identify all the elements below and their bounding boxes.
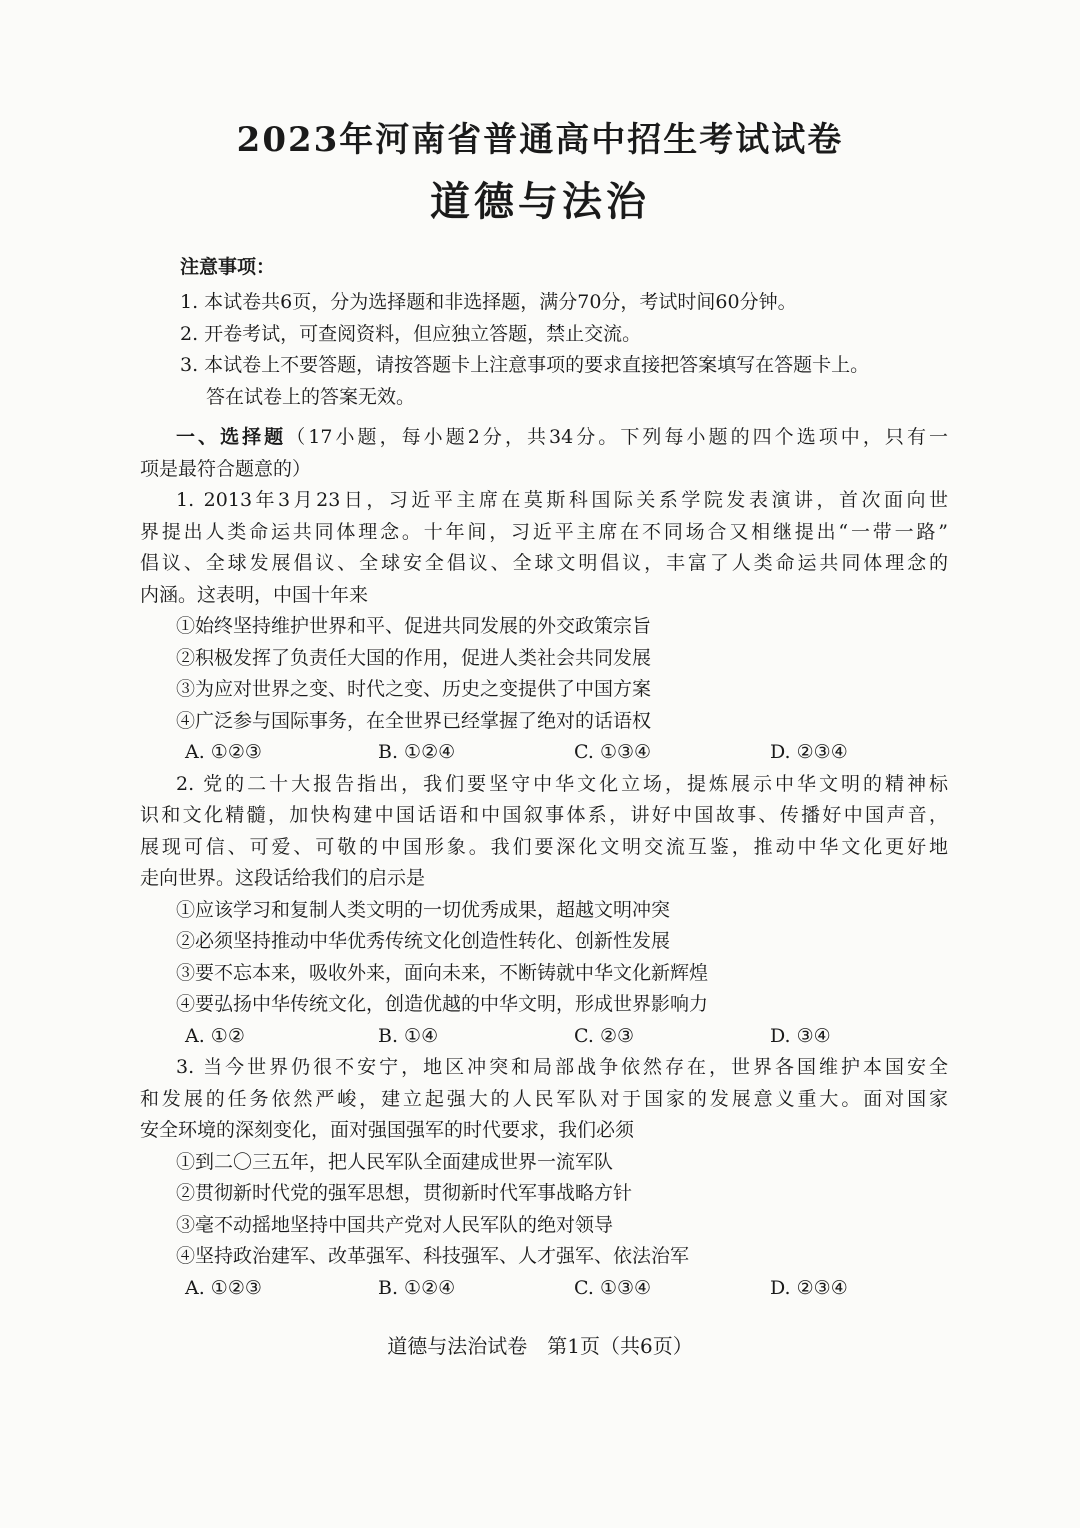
option-b: B. ①②④ [378, 1276, 456, 1299]
statement: ②必须坚持推动中华优秀传统文化创造性转化、创新性发展 [176, 930, 671, 952]
notes-block [180, 252, 980, 413]
question-stem-line: 界提出人类命运共同体理念。十年间，习近平主席在不同场合又相继提出“一带一路” [140, 520, 948, 543]
question-stem-line: 识和文化精髓，加快构建中国话语和中国叙事体系，讲好中国故事、传播好中国声音， [140, 804, 948, 826]
option-c: C. ①③④ [574, 1276, 652, 1299]
option-a: A. ①② [185, 1024, 245, 1047]
exam-title: 2023年河南省普通高中招生考试试卷 [236, 120, 844, 160]
page-footer: 道德与法治试卷 第1页（共6页） [387, 1334, 693, 1358]
question-stem-line: 2. 党的二十大报告指出，我们要坚守中华文化立场，提炼展示中华文明的精神标 [176, 772, 948, 795]
subject-title: 道德与法治 [430, 178, 650, 225]
question-stem-line: 走向世界。这段话给我们的启示是 [140, 867, 426, 889]
statement: ①始终坚持维护世界和平、促进共同发展的外交政策宗旨 [176, 615, 652, 637]
notes-item-continuation: 答在试卷上的答案无效。 [206, 385, 416, 408]
notes-heading: 注意事项： [180, 256, 276, 278]
statement: ④广泛参与国际事务，在全世界已经掌握了绝对的话语权 [176, 709, 652, 732]
question-body [140, 422, 948, 1304]
question-stem-line: 3. 当今世界仍很不安宁，地区冲突和局部战争依然存在，世界各国维护本国安全 [176, 1056, 948, 1078]
question-stem-line: 和发展的任务依然严峻，建立起强大的人民军队对于国家的发展意义重大。面对国家 [140, 1087, 948, 1110]
answer-options [140, 1273, 948, 1305]
option-c: C. ①③④ [574, 741, 652, 763]
notes-item: 1. 本试卷共6页，分为选择题和非选择题，满分70分，考试时间60分钟。 [180, 291, 797, 313]
answer-options [140, 1021, 948, 1053]
section-heading-line [140, 422, 948, 454]
option-d: D. ②③④ [770, 741, 848, 763]
answer-options [140, 737, 948, 769]
question-stem-line: 安全环境的深刻变化，面对强国强军的时代要求，我们必须 [140, 1119, 635, 1141]
section-heading: 一、选择题 [176, 426, 287, 448]
notes-item: 2. 开卷考试，可查阅资料，但应独立答题，禁止交流。 [180, 322, 642, 345]
section-description: （17小题，每小题2分，共34分。下列每小题的四个选项中，只有一 [286, 426, 948, 448]
question-stem-line: 倡议、全球发展倡议、全球安全倡议、全球文明倡议，丰富了人类命运共同体理念的 [140, 552, 948, 574]
option-b: B. ①④ [378, 1024, 439, 1047]
option-a: A. ①②③ [185, 1276, 262, 1299]
question-stem-line: 内涵。这表明，中国十年来 [140, 583, 369, 606]
statement: ①应该学习和复制人类文明的一切优秀成果，超越文明冲突 [176, 898, 671, 921]
option-c: C. ②③ [574, 1024, 635, 1047]
option-d: D. ③④ [770, 1024, 831, 1047]
statement: ②贯彻新时代党的强军思想，贯彻新时代军事战略方针 [176, 1182, 633, 1204]
question-stem-line: 1. 2013年3月23日，习近平主席在莫斯科国际关系学院发表演讲，首次面向世 [176, 489, 948, 511]
option-b: B. ①②④ [378, 741, 456, 763]
statement: ①到二〇三五年，把人民军队全面建成世界一流军队 [176, 1150, 614, 1173]
statement: ③为应对世界之变、时代之变、历史之变提供了中国方案 [176, 678, 652, 700]
notes-item: 3. 本试卷上不要答题，请按答题卡上注意事项的要求直接把答案填写在答题卡上。 [180, 354, 870, 376]
statement: ④要弘扬中华传统文化，创造优越的中华文明，形成世界影响力 [176, 993, 709, 1015]
statement: ④坚持政治建军、改革强军、科技强军、人才强军、依法治军 [176, 1245, 690, 1267]
option-d: D. ②③④ [770, 1276, 848, 1299]
statement: ②积极发挥了负责任大国的作用，促进人类社会共同发展 [176, 646, 652, 669]
section-description-cont: 项是最符合题意的） [140, 457, 312, 480]
option-a: A. ①②③ [185, 741, 262, 763]
statement: ③要不忘本来，吸收外来，面向未来，不断铸就中华文化新辉煌 [176, 961, 709, 984]
question-stem-line: 展现可信、可爱、可敬的中国形象。我们要深化文明交流互鉴，推动中华文化更好地 [140, 835, 948, 858]
statement: ③毫不动摇地坚持中国共产党对人民军队的绝对领导 [176, 1213, 614, 1236]
